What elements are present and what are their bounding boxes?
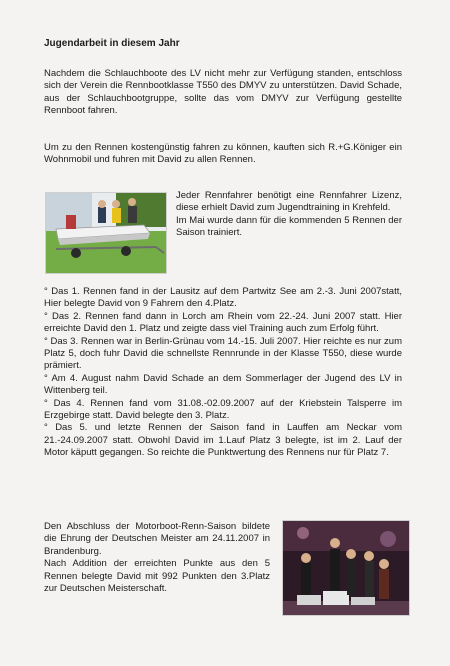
boat-trailer-illustration — [46, 193, 166, 273]
race-item-4: ° Das 4. Rennen fand vom 31.08.-02.09.2007 auf der Kriebstein Talsperre im Erzgebirge statt. David belegte den 3. Platz. — [44, 397, 402, 422]
race-item-2: ° Das 2. Rennen fand dann in Lorch am Rhein vom 22.-24. Juni 2007 statt. Hier erreichte David den 1. Platz und zeigte dass viel Training auch zum Erfolg führt. — [44, 310, 402, 335]
training-text: Im Mai wurde dann für die kommenden 5 Rennen der Saison trainiert. — [176, 214, 402, 239]
boat-trailer-photo — [45, 192, 167, 274]
page-title: Jugendarbeit in diesem Jahr — [44, 38, 180, 49]
license-text: Jeder Rennfahrer benötigt eine Rennfahrer Lizenz, diese erhielt David zum Jugendtraining in Krehfeld. — [176, 190, 402, 214]
result-text: Nach Addition der erreichten Punkte aus den 5 Rennen belegte David mit 992 Punkten den 3.Platz zur Deutschen Meisterschaft. — [44, 558, 270, 595]
award-ceremony-photo — [282, 520, 410, 616]
race-item-1: ° Das 1. Rennen fand in der Lausitz auf dem Partwitz See am 2.-3. Juni 2007statt, Hier belegte David von 9 Fahrern den 4.Platz. — [44, 286, 402, 310]
closing-paragraph — [44, 521, 270, 595]
race-item-5: ° Das 5. und letzte Rennen der Saison fand in Lauffen am Neckar vom 21.-24.09.2007 statt. Obwohl David im 1.Lauf Platz 3 belegte, ist im 2. Lauf der Motor käputt gegangen. So reichte die Punktwertung des Rennens nur für Platz 7. — [44, 422, 402, 459]
championship-text: Den Abschluss der Motorboot-Renn-Saison bildete die Ehrung der Deutschen Meister am 24.11.2007 in Brandenburg. — [44, 521, 270, 557]
intro-paragraph: Nachdem die Schlauchboote des LV nicht mehr zur Verfügung standen, entschloss sich der Verein die Rennbootklasse T550 des DMYV zu unterstützen. David Schade, aus der Schlauchbootgruppe, sollte das vom DMYV zur Verfügung gestellte Rennboot fahren. — [44, 68, 402, 117]
race-item-3: ° Das 3. Rennen war in Berlin-Grünau vom 14.-15. Juli 2007. Hier reichte es nur zum Platz 5, doch fuhr David die schnellste Rennrunde in der Klasse T550, diese wurde prämiert. — [44, 335, 402, 372]
license-paragraph — [176, 190, 402, 240]
motorhome-paragraph: Um zu den Rennen kostengünstig fahren zu können, kauften sich R.+G.Königer ein Wohnmobil und fuhren mit David zu allen Rennen. — [44, 142, 402, 166]
podium-illustration — [283, 521, 409, 615]
summer-camp-item: ° Am 4. August nahm David Schade an dem Sommerlager der Jugend des LV in Wittenberg teil. — [44, 372, 402, 397]
race-list — [44, 286, 402, 460]
